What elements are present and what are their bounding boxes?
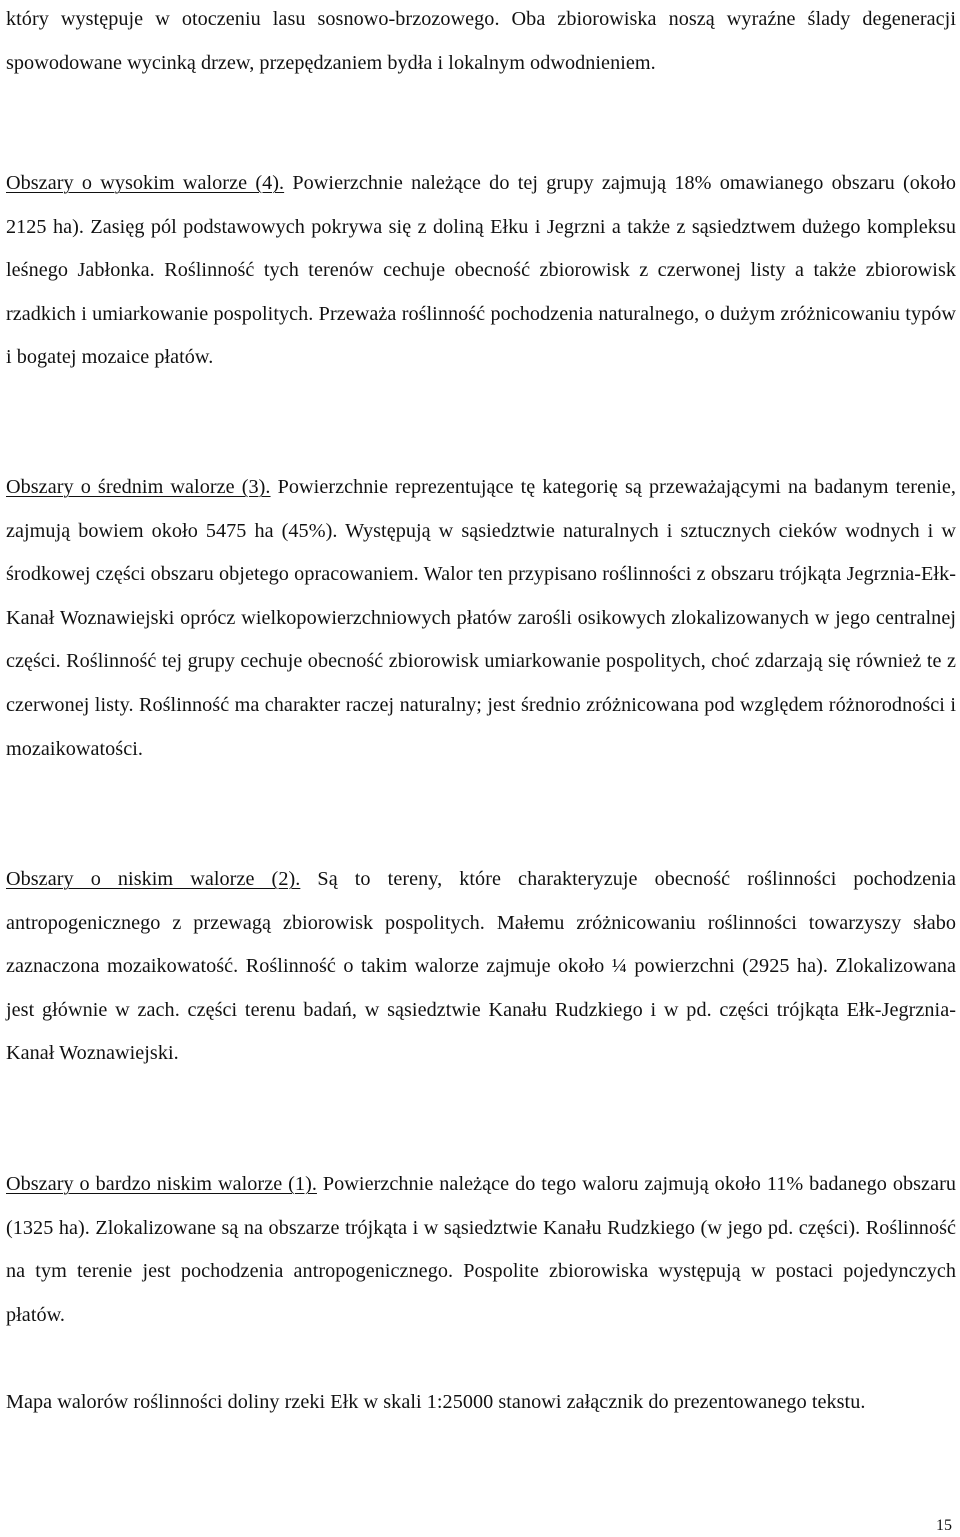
paragraph-very-low-value — [6, 1163, 956, 1337]
page-number: 15 — [936, 1517, 952, 1534]
paragraph-text: Mapa walorów roślinności doliny rzeki Ełk w skali 1:25000 stanowi załącznik do prezentowanego tekstu. — [6, 1391, 866, 1413]
paragraph-text: Powierzchnie należące do tego waloru zajmują około 11% badanego obszaru (1325 ha). Zlokalizowane są na obszarze trójkąta i w sąsiedztwie Kanału Rudzkiego (w jego pd. części). Roślinność na tym terenie jest pochodzenia antropogenicznego. Pospolite zbiorowiska występują w postaci pojedynczych płatów. — [6, 1173, 956, 1326]
paragraph-low-value — [6, 858, 956, 1076]
paragraph-text: Powierzchnie reprezentujące tę kategorię są przeważającymi na badanym terenie, zajmują bowiem około 5475 ha (45%). Występują w sąsiedztwie naturalnych i sztucznych cieków wodnych i w środkowej części obszaru objetego opracowaniem. Walor ten przypisano roślinności z obszaru trójkąta Jegrznia-Ełk-Kanał Woznawiejski oprócz wielkopowierzchniowych płatów zarośli osikowych zlokalizowanych w jego centralnej części. Roślinność tej grupy cechuje obecność zbiorowisk umiarkowanie pospolitych, choć zdarzają się również te z czerwonej listy. Roślinność ma charakter raczej naturalny; jest średnio zróżnicowana pod względem różnorodności i mozaikowatości. — [6, 476, 956, 760]
section-heading-low-value: Obszary o niskim walorze (2). — [6, 868, 301, 890]
paragraph-text: Są to tereny, które charakteryzuje obecność roślinności pochodzenia antropogenicznego z przewagą zbiorowisk pospolitych. Małemu zróżnicowaniu roślinności towarzyszy słabo zaznaczona mozaikowatość. Roślinność o takim walorze zajmuje około ¼ powierzchni (2925 ha). Zlokalizowana jest głównie w zach. części terenu badań, w sąsiedztwie Kanału Rudzkiego i w pd. części trójkąta Ełk-Jegrznia-Kanał Woznawiejski. — [6, 868, 956, 1065]
section-heading-high-value: Obszary o wysokim walorze (4). — [6, 172, 285, 194]
section-heading-very-low-value: Obszary o bardzo niskim walorze (1). — [6, 1173, 317, 1195]
section-heading-medium-value: Obszary o średnim walorze (3). — [6, 476, 271, 498]
paragraph-medium-value — [6, 466, 956, 771]
paragraph-map-note — [6, 1381, 956, 1425]
paragraph-degeneration — [6, 0, 956, 85]
paragraph-high-value — [6, 162, 956, 380]
paragraph-text: który występuje w otoczeniu lasu sosnowo-brzozowego. Oba zbiorowiska noszą wyraźne ślady degeneracji spowodowane wycinką drzew, przepędzaniem bydła i lokalnym odwodnieniem. — [6, 8, 956, 74]
paragraph-text: Powierzchnie należące do tej grupy zajmują 18% omawianego obszaru (około 2125 ha). Zasięg pól podstawowych pokrywa się z doliną Ełku i Jegrzni a także z sąsiedztwem dużego kompleksu leśnego Jabłonka. Roślinność tych terenów cechuje obecność zbiorowisk z czerwonej listy a także zbiorowisk rzadkich i umiarkowanie pospolitych. Przeważa roślinność pochodzenia naturalnego, o dużym zróżnicowaniu typów i bogatej mozaice płatów. — [6, 172, 956, 369]
